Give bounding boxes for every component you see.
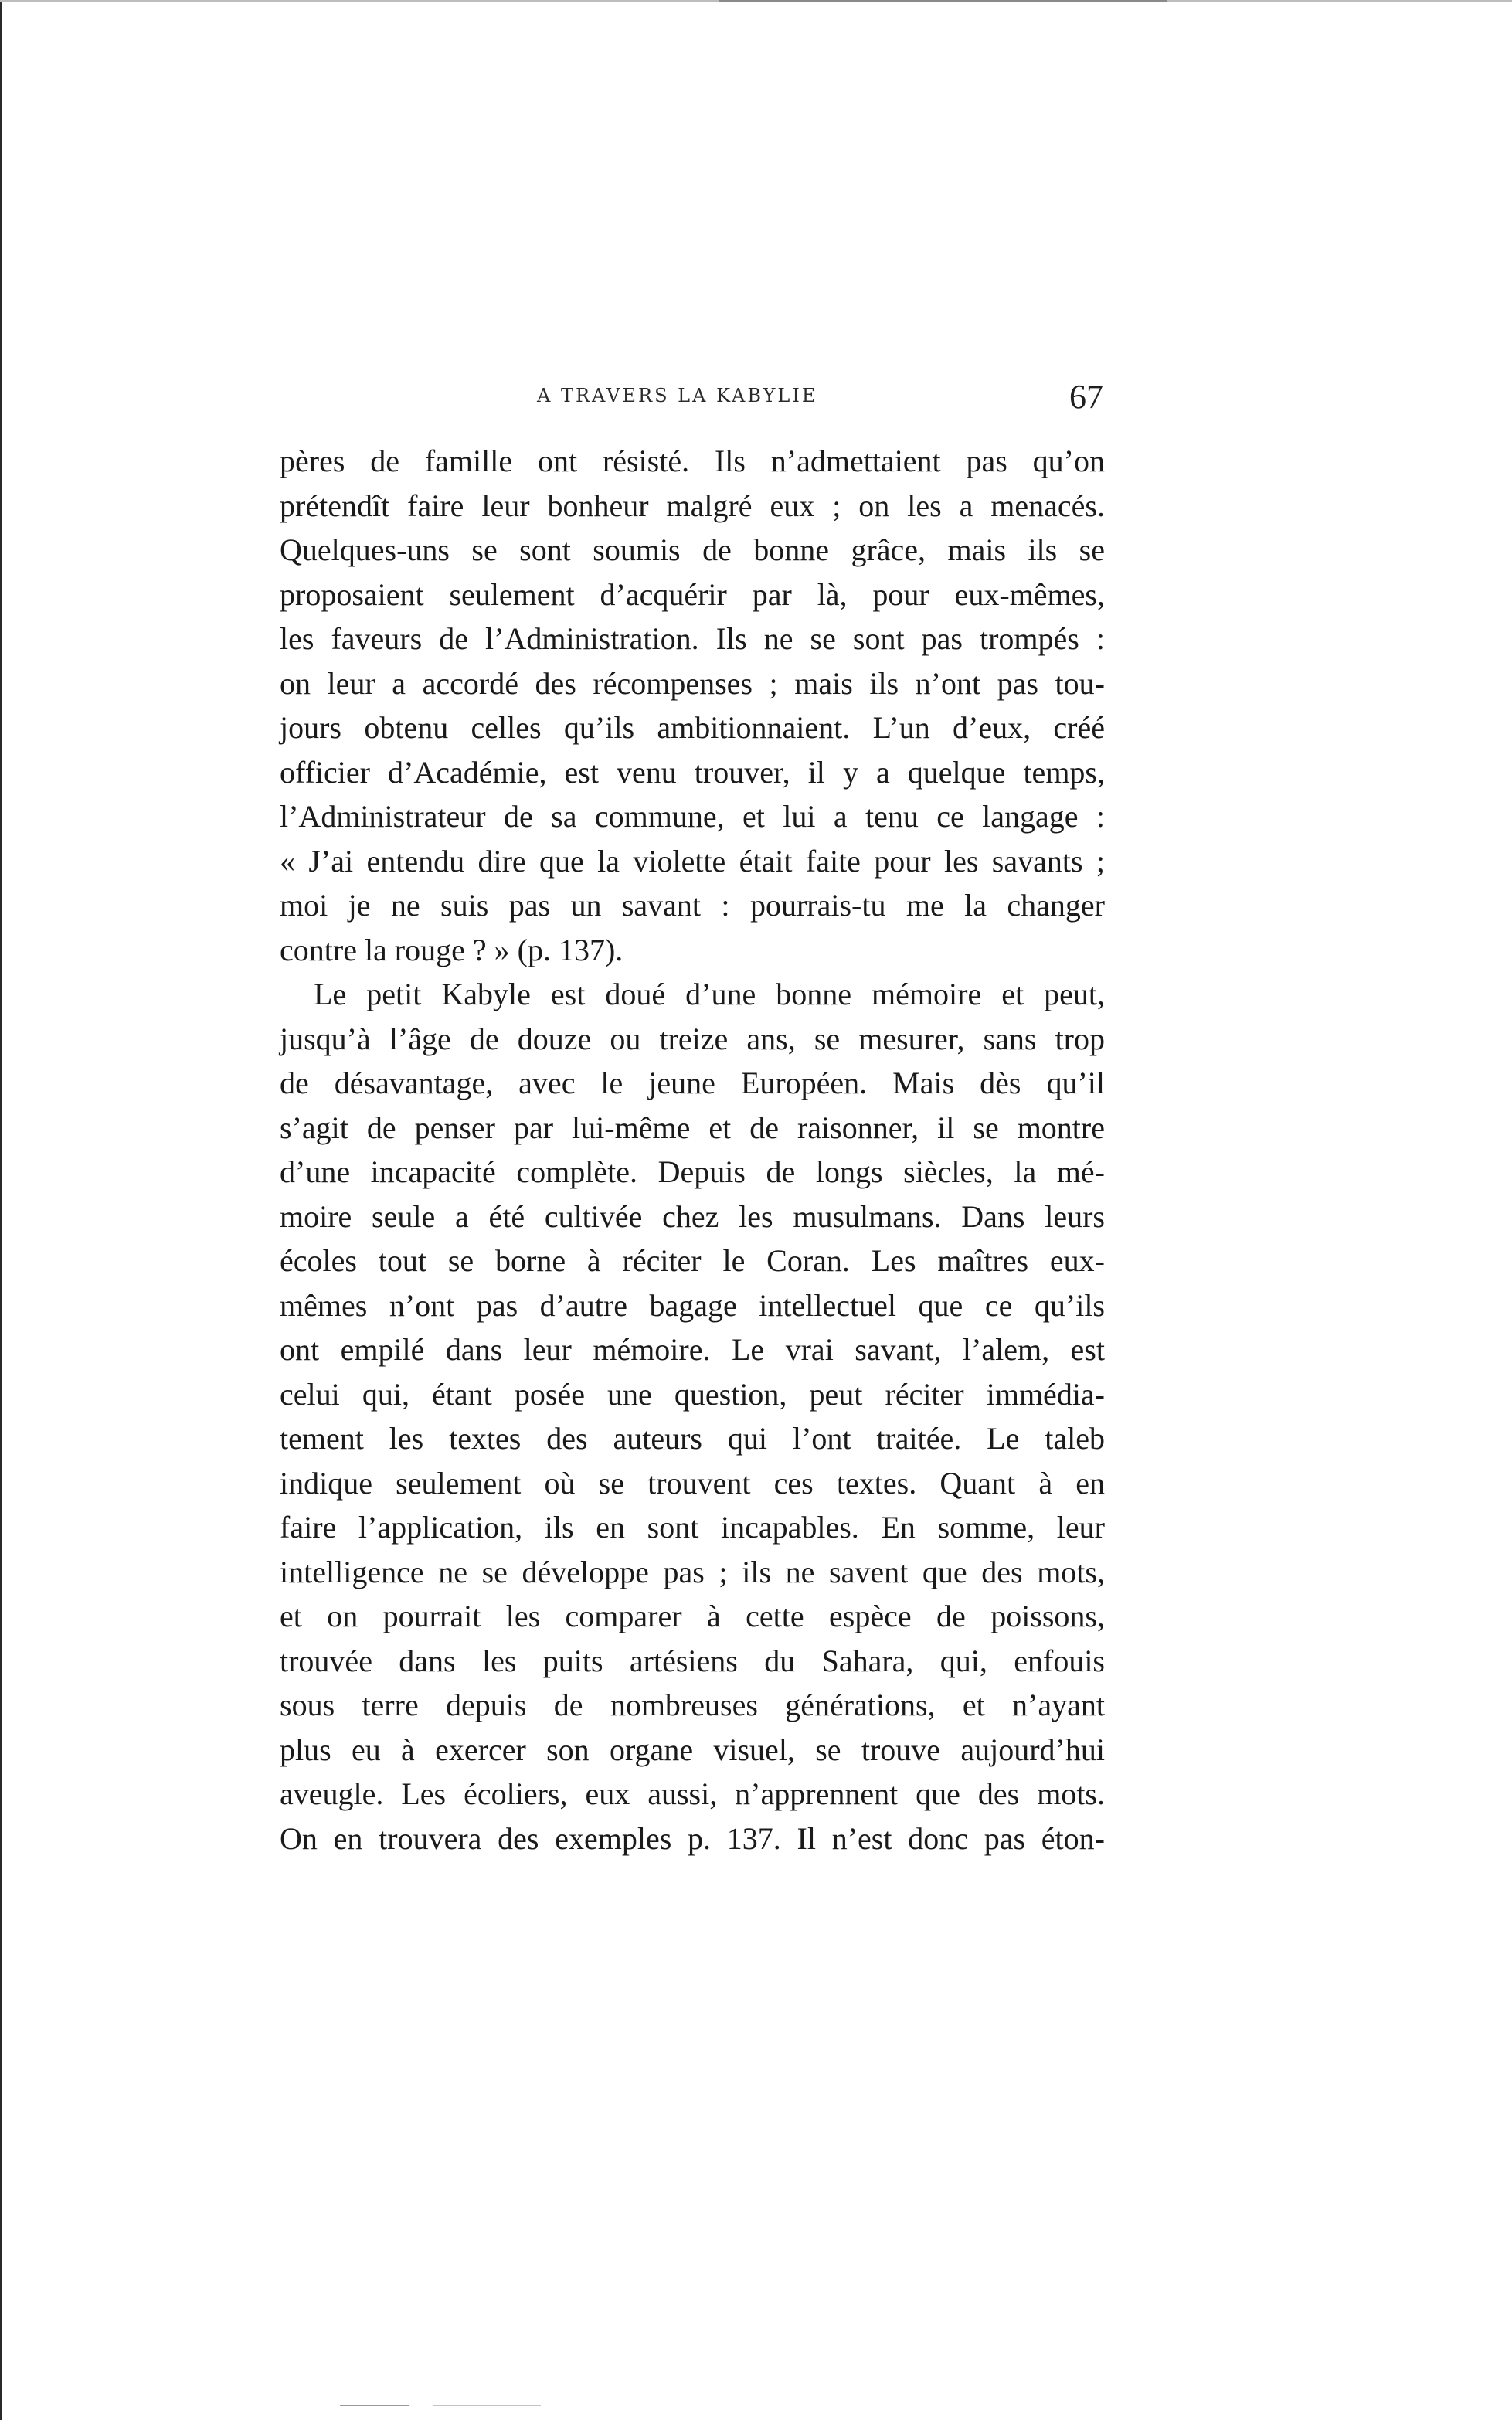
text-line: mêmes n’ont pas d’autre bagage intellectuel que ce qu’ils xyxy=(280,1287,1105,1323)
text-line: jours obtenu celles qu’ils ambitionnaient. L’un d’eux, créé xyxy=(280,710,1105,745)
text-line: plus eu à exercer son organe visuel, se trouve aujourd’hui xyxy=(280,1732,1105,1767)
text-line: intelligence ne se développe pas ; ils ne savent que des mots, xyxy=(280,1554,1105,1589)
scan-bottom-mark-2 xyxy=(433,2405,541,2406)
text-line: Quelques-uns se sont soumis de bonne grâce, mais ils se xyxy=(280,532,1105,567)
text-line: jusqu’à l’âge de douze ou treize ans, se mesurer, sans trop xyxy=(280,1021,1105,1056)
scan-top-edge-mark xyxy=(719,0,1167,2)
text-line: aveugle. Les écoliers, eux aussi, n’apprennent que des mots. xyxy=(280,1776,1105,1811)
page-number: 67 xyxy=(1069,378,1103,416)
text-line: pères de famille ont résisté. Ils n’admettaient pas qu’on xyxy=(280,444,1105,478)
running-head xyxy=(278,380,1113,419)
text-line: on leur a accordé des récompenses ; mais ils n’ont pas tou- xyxy=(280,665,1105,701)
text-line: indique seulement où se trouvent ces textes. Quant à en xyxy=(280,1465,1105,1501)
text-line: ont empilé dans leur mémoire. Le vrai savant, l’alem, est xyxy=(280,1332,1105,1367)
text-line: d’une incapacité complète. Depuis de longs siècles, la mé- xyxy=(280,1154,1105,1189)
text-line: On en trouvera des exemples p. 137. Il n’est donc pas éton- xyxy=(280,1820,1105,1856)
text-line: proposaient seulement d’acquérir par là, pour eux-mêmes, xyxy=(280,576,1105,612)
text-line: de désavantage, avec le jeune Européen. Mais dès qu’il xyxy=(280,1066,1105,1100)
text-line: Le petit Kabyle est doué d’une bonne mémoire et peut, xyxy=(314,977,1105,1011)
text-line: écoles tout se borne à réciter le Coran. Les maîtres eux- xyxy=(280,1243,1105,1278)
text-line: les faveurs de l’Administration. Ils ne se sont pas trompés : xyxy=(280,621,1105,656)
text-line: « J’ai entendu dire que la violette était faite pour les savants ; xyxy=(280,843,1105,879)
text-line: moire seule a été cultivée chez les musulmans. Dans leurs xyxy=(280,1198,1105,1234)
text-line: s’agit de penser par lui-même et de raisonner, il se montre xyxy=(280,1110,1105,1145)
text-line: tement les textes des auteurs qui l’ont traitée. Le taleb xyxy=(280,1421,1105,1456)
text-line: celui qui, étant posée une question, peut réciter immédia- xyxy=(280,1376,1105,1412)
text-line: faire l’application, ils en sont incapables. En somme, leur xyxy=(280,1510,1105,1545)
scan-left-edge xyxy=(0,0,2,2420)
text-line: prétendît faire leur bonheur malgré eux ; on les a menacés. xyxy=(280,488,1105,523)
body-text xyxy=(280,439,1105,1861)
running-title: A TRAVERS LA KABYLIE xyxy=(537,385,818,406)
text-line: l’Administrateur de sa commune, et lui a tenu ce langage : xyxy=(280,799,1105,834)
text-line: et on pourrait les comparer à cette espèce de poissons, xyxy=(280,1599,1105,1633)
text-line: sous terre depuis de nombreuses générations, et n’ayant xyxy=(280,1688,1105,1722)
text-line: contre la rouge ? » (p. 137). xyxy=(280,932,623,967)
text-line: trouvée dans les puits artésiens du Sahara, qui, enfouis xyxy=(280,1643,1105,1678)
text-line: officier d’Académie, est venu trouver, il y a quelque temps, xyxy=(280,754,1105,790)
scan-bottom-mark xyxy=(340,2405,409,2406)
text-line: moi je ne suis pas un savant : pourrais-tu me la changer xyxy=(280,888,1105,923)
